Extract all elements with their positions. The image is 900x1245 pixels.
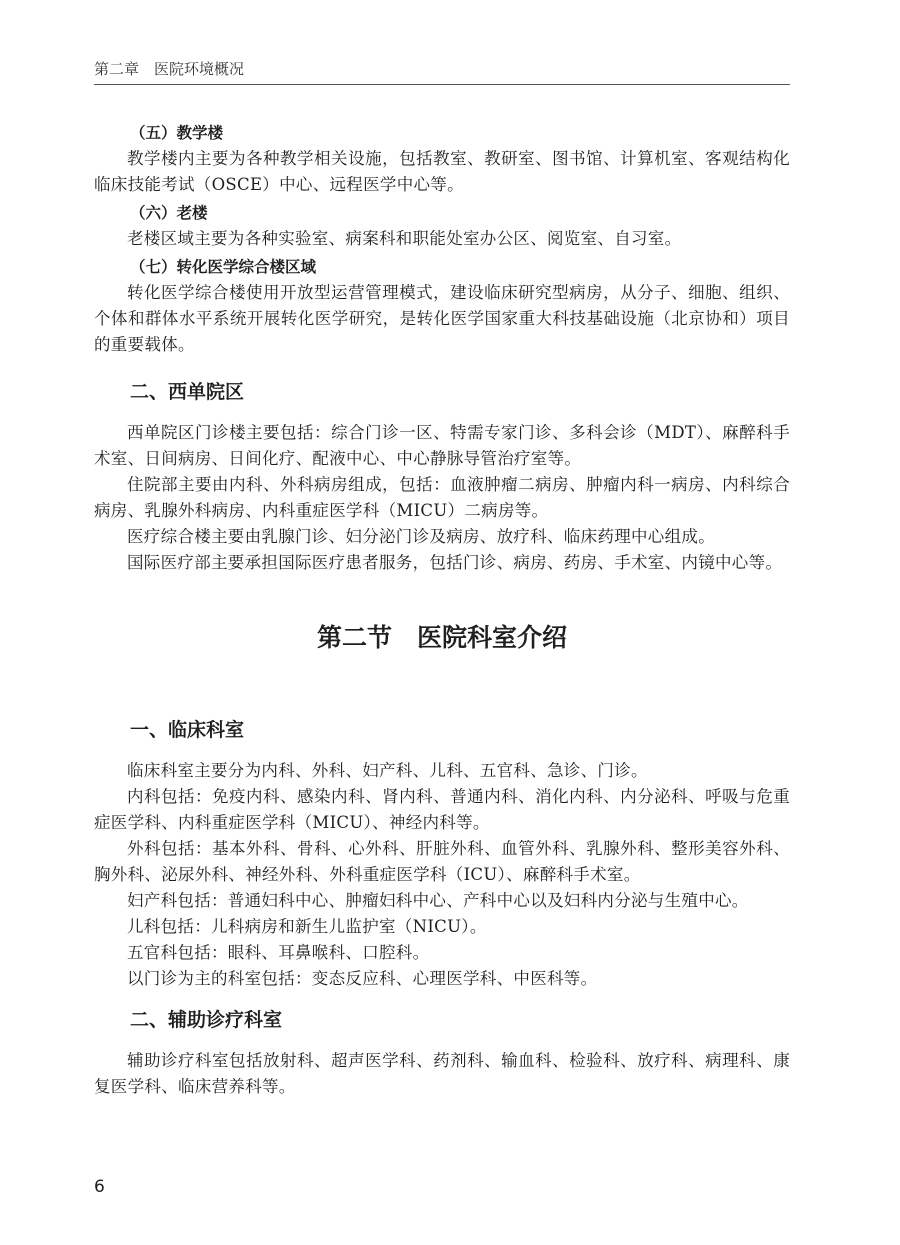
running-head (94, 58, 790, 79)
paragraph: 西单院区门诊楼主要包括：综合门诊一区、特需专家门诊、多科会诊（MDT）、麻醉科手术室、日间病房、日间化疗、配液中心、中心静脉导管治疗室等。 (94, 423, 790, 468)
paragraph: 临床科室主要分为内科、外科、妇产科、儿科、五官科、急诊、门诊。 (127, 761, 648, 780)
paragraph: 教学楼内主要为各种教学相关设施，包括教室、教研室、图书馆、计算机室、客观结构化临床技能考试（OSCE）中心、远程医学中心等。 (94, 149, 790, 194)
page-number: 6 (94, 1177, 105, 1197)
subsection-heading: （六）老楼 (130, 204, 208, 222)
paragraph: 住院部主要由内科、外科病房组成，包括：血液肿瘤二病房、肿瘤内科一病房、内科综合病房、乳腺外科病房、内科重症医学科（MICU）二病房等。 (94, 475, 790, 520)
paragraph: 医疗综合楼主要由乳腺门诊、妇分泌门诊及病房、放疗科、临床药理中心组成。 (127, 527, 715, 546)
paragraph: 外科包括：基本外科、骨科、心外科、肝脏外科、血管外科、乳腺外科、整形美容外科、胸外科、泌尿外科、神经外科、外科重症医学科（ICU）、麻醉科手术室。 (94, 839, 790, 884)
chapter-title: 医院环境概况 (154, 60, 245, 78)
page-body (94, 118, 790, 1100)
section-heading: 二、辅助诊疗科室 (130, 1009, 283, 1031)
section-heading: 一、临床科室 (130, 719, 245, 741)
paragraph: 老楼区域主要为各种实验室、病案科和职能处室办公区、阅览室、自习室。 (127, 229, 682, 248)
subsection-heading: （七）转化医学综合楼区域 (130, 258, 317, 276)
paragraph: 国际医疗部主要承担国际医疗患者服务，包括门诊、病房、药房、手术室、内镜中心等。 (127, 553, 783, 572)
paragraph: 妇产科包括：普通妇科中心、肿瘤妇科中心、产科中心以及妇科内分泌与生殖中心。 (127, 891, 749, 910)
paragraph: 转化医学综合楼使用开放型运营管理模式，建设临床研究型病房，从分子、细胞、组织、个体和群体水平系统开展转化医学研究，是转化医学国家重大科技基础设施（北京协和）项目的重要载体。 (94, 283, 790, 354)
paragraph: 内科包括：免疫内科、感染内科、肾内科、普通内科、消化内科、内分泌科、呼吸与危重症医学科、内科重症医学科（MICU）、神经内科等。 (94, 787, 790, 832)
paragraph: 五官科包括：眼科、耳鼻喉科、口腔科。 (127, 943, 430, 962)
paragraph: 辅助诊疗科室包括放射科、超声医学科、药剂科、输血科、检验科、放疗科、病理科、康复医学科、临床营养科等。 (94, 1051, 790, 1096)
section-title: 第二节 医院科室介绍 (316, 623, 567, 652)
header-divider (94, 84, 790, 85)
paragraph: 儿科包括：儿科病房和新生儿监护室（NICU）。 (127, 917, 487, 936)
subsection-heading: （五）教学楼 (130, 124, 224, 142)
paragraph: 以门诊为主的科室包括：变态反应科、心理医学科、中医科等。 (127, 969, 598, 988)
section-heading: 二、西单院区 (130, 381, 245, 403)
chapter-label: 第二章 (94, 60, 140, 78)
